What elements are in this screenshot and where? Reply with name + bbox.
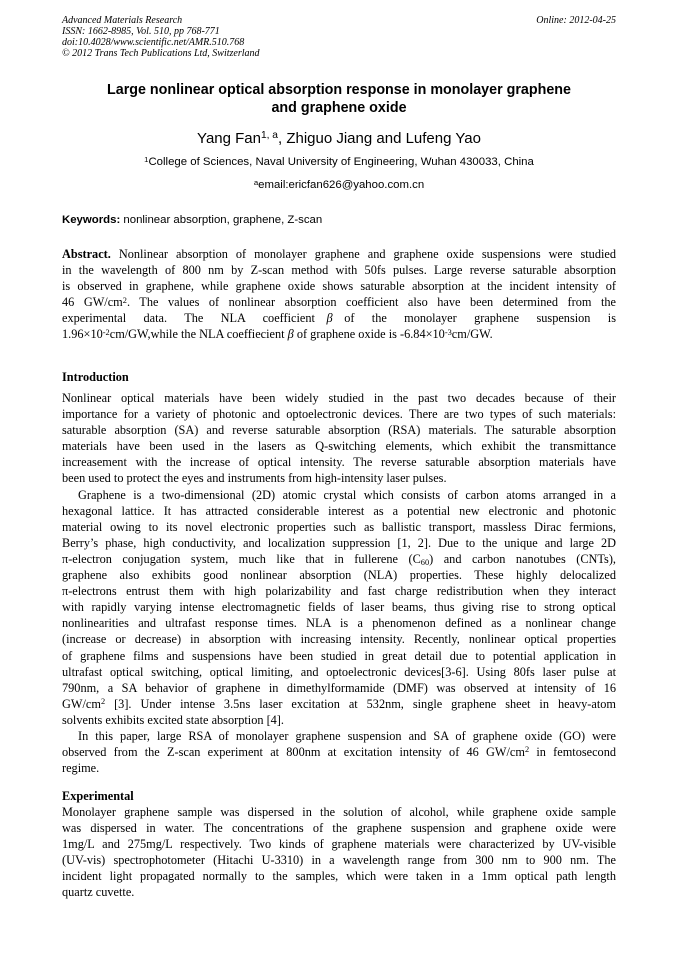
text-line: Graphene is a two-dimensional (2D) atomic crystal which consists of carbon atoms arranged in a [78,487,616,502]
paper-title [62,81,616,117]
introduction-section [62,369,616,776]
text-line: graphene also exhibits good nonlinear absorption (NLA) properties. These highly delocalized [62,568,616,583]
text-line: been used to protect the eyes and instruments from high-intensity laser pulses. [62,471,447,486]
keywords-text: nonlinear absorption, graphene, Z-scan [120,214,323,226]
text-line: Berry’s phase, high conductivity, and localization suppression [1, 2]. Due to the unique and large 2D [62,535,616,550]
intro-line: $GW/cm^2$ [3]. Under intense 3.5ns laser excitation at 532nm, single graphene sheet in heavy-atom [62,696,616,711]
abstract-line: is observed in graphene, while graphene oxide shows saturable absorption at the incident intensity of [62,279,616,294]
beta-symbol: β [326,311,333,326]
intro-line: regime. [62,761,100,776]
text-line: increasement with the increase of optical intensity. The reverse saturable absorption materials have [62,455,616,470]
text-line: π-electrons entrust them with high polarizability and fast charge redistribution when they interact [62,584,616,599]
text-line: nonlinearities and ultrafast response times. NLA is a phenomenon defined as a nonlinear change [62,616,616,631]
intro-line: solvents exhibits excited state absorption [4]. [62,712,284,727]
title-line-2: and graphene oxide [271,100,407,116]
introduction-paragraph-2 [62,487,616,696]
email [62,178,616,192]
title-line-1: Large nonlinear optical absorption response in monolayer graphene [107,82,571,98]
keywords [62,213,616,227]
text-line: ultrafast optical switching, optical limiting, and optoelectronic devices[3-6]. Using 80fs laser pulse at [62,664,616,679]
online-date: Online: 2012-04-25 [536,15,616,26]
experimental-section [62,788,616,901]
introduction-heading: Introduction [62,370,129,384]
abstract-line: $1.96\times 10^{-2}cm/GW,while$ the NLA coeffiecient β of graphene oxide is $-6.84\times 10^{-3}cm/GW$. [62,327,493,342]
abstract [62,246,616,343]
abstract-line: 46 $GW/cm^2$. The values of nonlinear absorption coefficient also have been determined from the [62,295,616,310]
abstract-line: in the wavelength of 800 nm by Z-scan method with 50fs pulses. Large reverse saturable absorption [62,263,616,278]
journal-name: Advanced Materials Research [62,15,183,26]
doi-line: doi:10.4028/www.scientific.net/AMR.510.768 [62,37,245,48]
text-line: 1mg/L and 275mg/L respectively. Two kinds of graphene materials were characterized by UV-visible [62,837,616,852]
issn-line: ISSN: 1662-8985, Vol. 510, pp 768-771 [62,26,220,37]
text-line: hexagonal lattice. It has attracted considerable interest as a potential new electronic and photonic [62,503,616,518]
text-line: 790nm, a SA behavior of graphene in dimethylformamide (DMF) was observed at intensity of 16 [62,680,616,695]
text-line: quartz cuvette. [62,885,135,900]
affiliation-mark: 1 [144,154,149,164]
copyright-line: © 2012 Trans Tech Publications Ltd, Switzerland [62,48,260,59]
beta-symbol: β [287,327,294,342]
author-name: Yang Fan [197,130,261,147]
experimental-heading: Experimental [62,789,134,803]
email-mark: a [253,177,259,187]
text-line: (UV-vis) spectrophotometer (Hitachi U-3310) in a wavelength range from 300 nm to 900 nm. The [62,853,616,868]
keywords-label: Keywords: [62,214,121,226]
affiliation-text: College of Sciences, Naval University of Engineering, Wuhan 430033, China [148,156,534,168]
intro-line: observed from the Z-scan experiment at 800nm at excitation intensity of 46 $GW/cm^2$ in femtosecond [62,745,616,760]
introduction-paragraph-1 [62,390,616,487]
text-line: of graphene films and suspensions have been studied in great detail due to potential application in [62,648,616,663]
coauthors: , Zhiguo Jiang and Lufeng Yao [277,130,481,147]
text-line: was dispersed in water. The concentrations of the graphene suspension and graphene oxide were [62,821,616,836]
text-line: (increase or decrease) in absorption with increasing intensity. Recently, nonlinear optical properties [62,632,616,647]
author-list [62,130,616,148]
text-line: importance for a variety of photonic and optoelectronic devices. There are two types of such materials: [62,407,616,422]
author-affiliation-mark: 1, a [260,130,278,142]
affiliation [62,155,616,169]
text-line: saturable absorption (SA) and reverse saturable absorption (RSA) materials. The saturable absorption [62,423,616,438]
text-line: materials have been used in the lasers as Q-switching elements, which exhibit the transmittance [62,439,616,454]
experimental-paragraph [62,804,616,901]
text-line: material owing to its novel electronic properties such as ballistic transport, massless Dirac fermions, [62,519,616,534]
abstract-line: Abstract. Nonlinear absorption of monolayer graphene and graphene oxide suspensions were studied [62,247,616,261]
abstract-label: Abstract. [62,247,111,261]
text-line: π-electron conjugation system, much like that in fullerene $(C_{60})$ and carbon nanotubes (CNTs), [62,551,617,568]
abstract-line: experimental data. The NLA coefficient β of the monolayer graphene suspension is [62,311,616,326]
journal-header [62,15,616,59]
text-line: Monolayer graphene sample was dispersed in the solution of alcohol, while graphene oxide sample [62,805,616,819]
text-line: incident light propagated normally to the samples, which were taken in a 1mm optical path length [62,869,616,884]
email-address[interactable]: email:ericfan626@yahoo.com.cn [258,179,425,191]
text-line: with rapidly varying intense electromagnetic fields of laser beams, thus giving rise to strong optical [62,600,616,615]
intro-line: In this paper, large RSA of monolayer graphene suspension and SA of graphene oxide (GO) were [78,728,616,743]
text-line: Nonlinear optical materials have been widely studied in the past two decades because of their [62,391,616,405]
